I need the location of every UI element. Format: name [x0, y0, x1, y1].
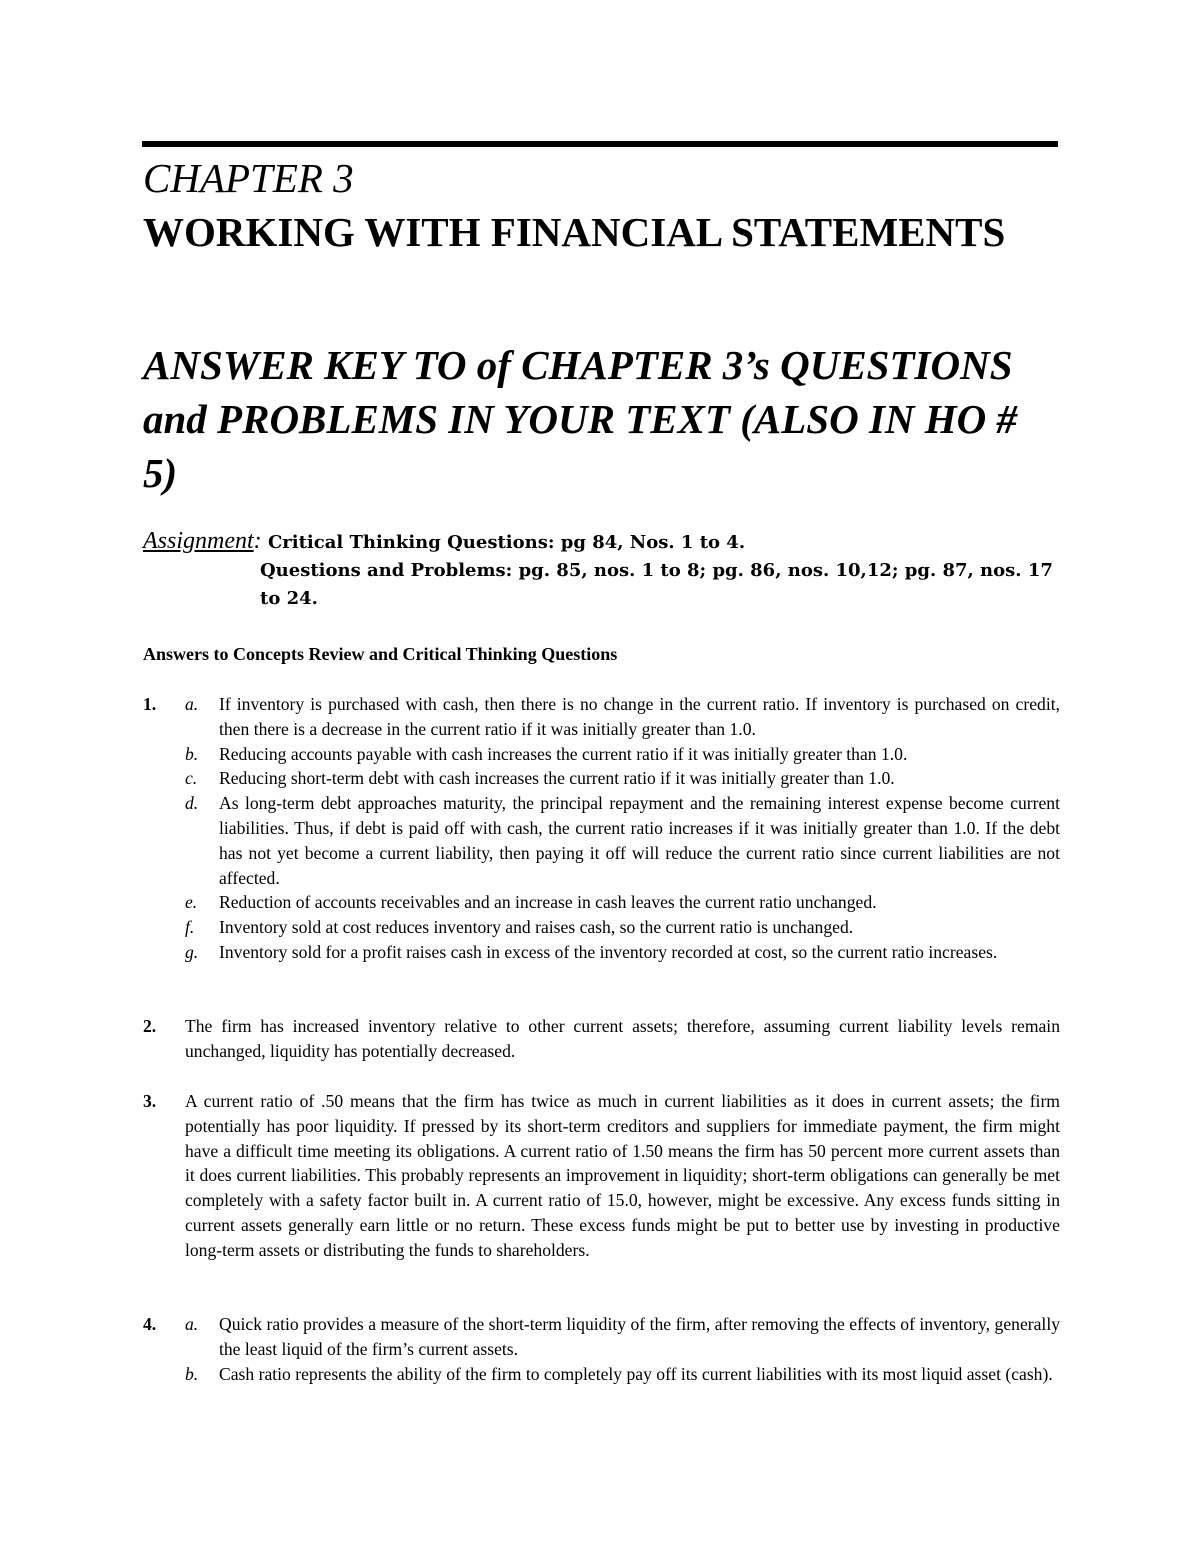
part-letter: f. — [185, 917, 195, 938]
part-letter: d. — [185, 793, 199, 814]
question-body — [185, 692, 1060, 965]
top-horizontal-rule — [142, 141, 1058, 147]
part-letter: e. — [185, 892, 198, 913]
question-body: A current ratio of .50 means that the firm has twice as much in current liabilities as it does in current assets; the firm potentially has poor liquidity. If pressed by its short-term creditors and suppliers for immediate payment, the firm might have a difficult time meeting its obligations. A current ratio of 1.50 means the firm has 50 percent more current assets than it does current liabilities. This probably represents an improvement in liquidity; short-term obligations can generally be met completely with a safety factor built in. A current ratio of 15.0, however, might be excessive. Any excess funds sitting in current assets generally earn little or no return. These excess funds might be put to better use by investing in productive long-term assets or distributing the funds to shareholders. — [185, 1091, 1060, 1260]
question-4 — [143, 1312, 1063, 1386]
answer-part-d — [185, 791, 1060, 890]
answer-part-c — [185, 766, 1060, 791]
answer-part-b — [185, 742, 1060, 767]
question-number: 4. — [143, 1314, 157, 1334]
question-number: 2. — [143, 1016, 157, 1036]
answer-part-f — [185, 915, 1060, 940]
part-letter: c. — [185, 768, 198, 789]
answer-key-title: ANSWER KEY TO of CHAPTER 3’s QUESTIONS and PROBLEMS IN YOUR TEXT (ALSO IN HO # 5) — [143, 342, 1018, 496]
question-2 — [143, 1014, 1063, 1064]
answer-part-e — [185, 890, 1060, 915]
part-letter: b. — [185, 1363, 199, 1384]
part-text: Inventory sold for a profit raises cash in excess of the inventory recorded at cost, so the current ratio increases. — [219, 941, 998, 962]
part-letter: g. — [185, 941, 199, 962]
part-text: Inventory sold at cost reduces inventory and raises cash, so the current ratio is unchanged. — [219, 917, 854, 938]
part-text: If inventory is purchased with cash, then there is no change in the current ratio. If inventory is purchased on credit, then there is a decrease in the current ratio if it was initially greater than 1.0. — [219, 694, 1060, 739]
assignment-colon: : — [253, 528, 262, 554]
chapter-title: WORKING WITH FINANCIAL STATEMENTS — [143, 209, 1006, 255]
part-text: Quick ratio provides a measure of the short-term liquidity of the firm, after removing the effects of inventory, generally the least liquid of the firm’s current assets. — [219, 1314, 1060, 1359]
part-text: Cash ratio represents the ability of the firm to completely pay off its current liabilities with its most liquid asset (cash). — [219, 1363, 1053, 1384]
answer-part-a — [185, 692, 1060, 742]
question-number: 1. — [143, 694, 157, 714]
chapter-label: CHAPTER 3 — [143, 155, 354, 201]
question-body: The firm has increased inventory relative to other current assets; therefore, assuming current liability levels remain unchanged, liquidity has potentially decreased. — [185, 1016, 1060, 1061]
part-text: Reducing accounts payable with cash increases the current ratio if it was initially greater than 1.0. — [219, 743, 908, 764]
assignment-label: Assignment — [143, 528, 254, 554]
question-1 — [143, 692, 1063, 965]
part-text: As long-term debt approaches maturity, the principal repayment and the remaining interest expense become current liabilities. Thus, if debt is paid off with cash, the current ratio increases if it was initially greater than 1.0. If the debt has not yet become a current liability, then paying it off will reduce the current ratio since current liabilities are not affected. — [219, 793, 1060, 888]
part-text: Reduction of accounts receivables and an increase in cash leaves the current ratio unchanged. — [219, 892, 877, 913]
assignment-line-2: Questions and Problems: pg. 85, nos. 1 to 8; pg. 86, nos. 10,12; pg. 87, nos. 17 to 24. — [260, 560, 1053, 609]
question-number: 3. — [143, 1091, 157, 1111]
answer-part-b — [185, 1362, 1060, 1387]
answer-part-a — [185, 1312, 1060, 1362]
answer-part-g — [185, 940, 1060, 965]
part-text: Reducing short-term debt with cash increases the current ratio if it was initially greater than 1.0. — [219, 768, 895, 789]
part-letter: a. — [185, 1314, 199, 1334]
part-letter: a. — [185, 694, 199, 714]
question-body — [185, 1312, 1060, 1386]
assignment-critical-thinking: Critical Thinking Questions: pg 84, Nos. 1 to 4. — [261, 532, 746, 553]
assignment-line-1 — [143, 527, 1063, 557]
assignment-block — [143, 527, 1063, 613]
question-3 — [143, 1089, 1063, 1263]
part-letter: b. — [185, 743, 199, 764]
section-heading: Answers to Concepts Review and Critical Thinking Questions — [143, 644, 618, 664]
